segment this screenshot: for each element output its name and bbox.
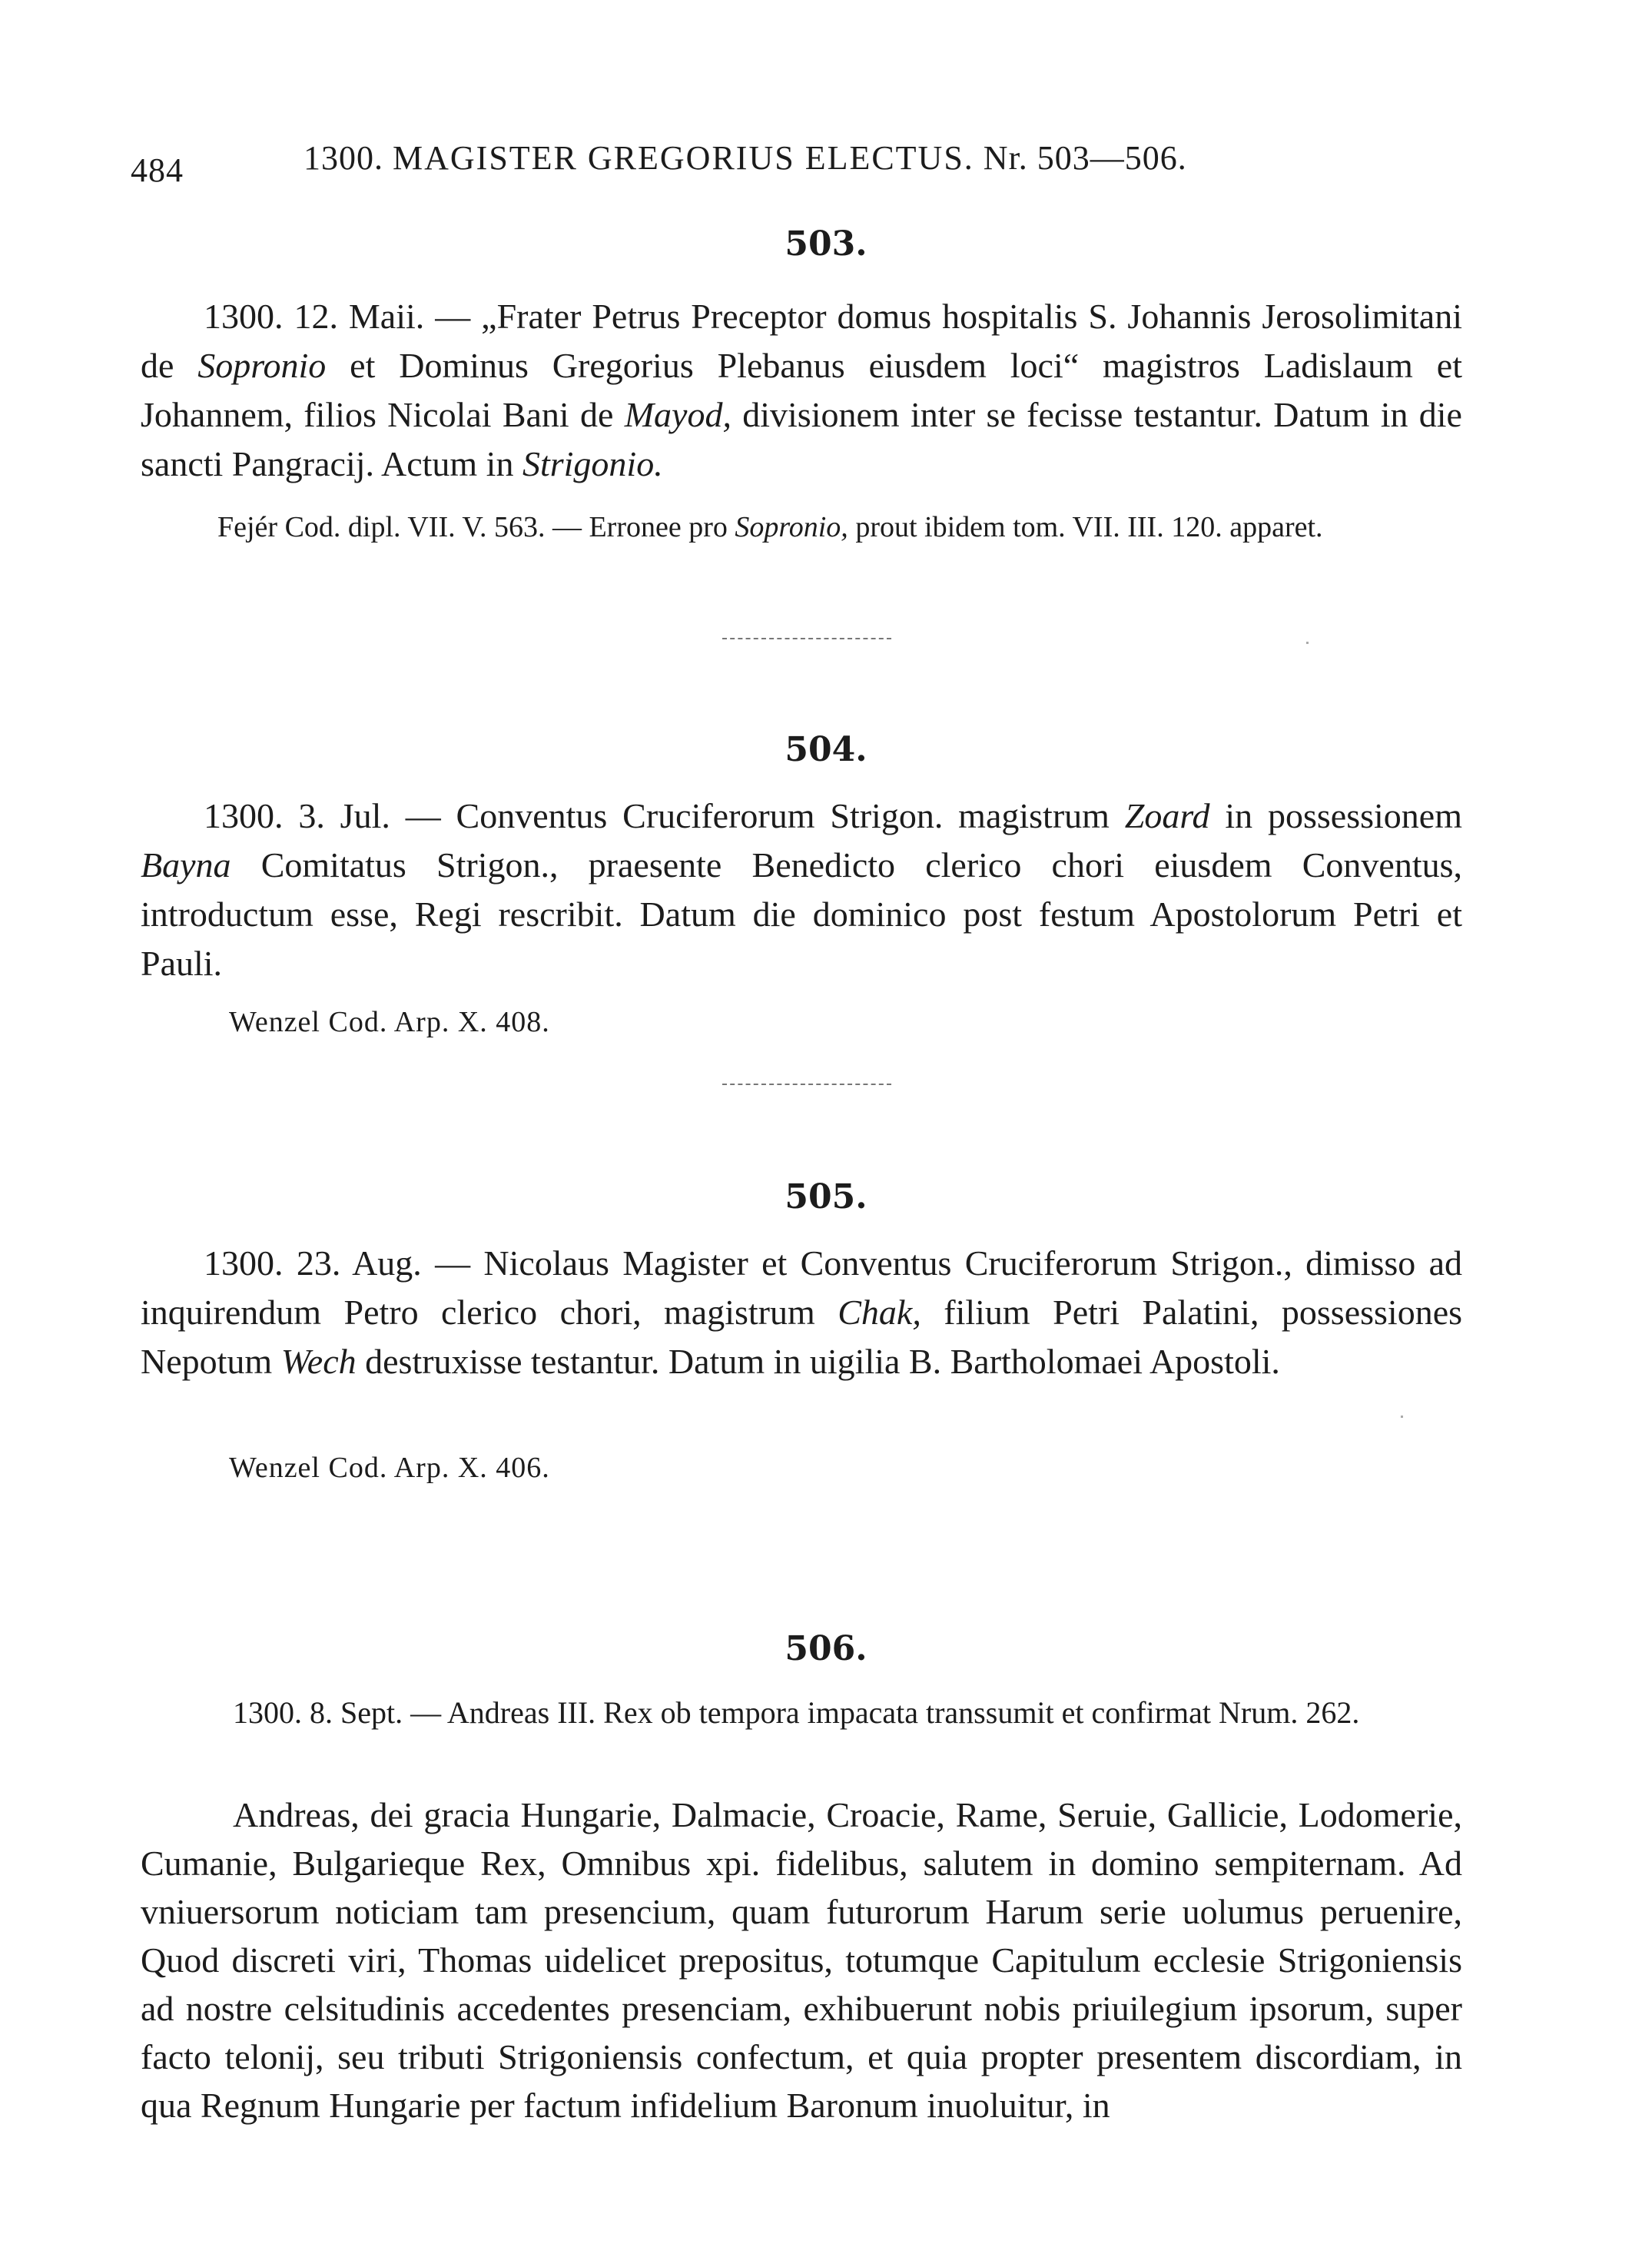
- doc-505-t2: filium Petri Palatini, possessiones Nepotum: [141, 1293, 1463, 1381]
- doc-504-t2: in possessionem: [1209, 796, 1463, 835]
- running-title: [304, 138, 1187, 178]
- doc-503-t1: 1300. 12. Maii. — „Frater Petrus Preceptor domus hospitalis S. Johannis Jerosolimitani de: [141, 297, 1462, 385]
- doc-number-505: 505.: [785, 1177, 867, 1216]
- running-title-year: 1300.: [304, 139, 383, 177]
- doc-number-504: 504.: [785, 730, 867, 769]
- doc-504-i2: Bayna: [141, 845, 231, 885]
- doc-504-i1: Zoard: [1124, 796, 1210, 835]
- doc-503-i3: Strigonio.: [522, 444, 663, 483]
- page-number: 484: [131, 151, 184, 189]
- doc-506-body: [141, 1791, 1462, 2129]
- doc-504-t1: 1300. 3. Jul. — Conventus Cruciferorum Strigon. magistrum: [204, 796, 1125, 835]
- doc-506-summary-text: 1300. 8. Sept. — Andreas III. Rex ob tempora impacata transsumit et confirmat Nrum. 262.: [233, 1695, 1360, 1730]
- doc-504-src: Wenzel Cod. Arp. X. 408.: [229, 1006, 550, 1038]
- doc-504-source: [141, 1001, 1462, 1044]
- separator-rule: [722, 1084, 891, 1085]
- doc-505-t1: 1300. 23. Aug. — Nicolaus Magister et Conventus Cruciferorum Strigon., dimisso ad inquirendum Petro clerico chori, magistrum: [141, 1243, 1462, 1332]
- print-speck: [1306, 642, 1309, 644]
- doc-503-t2: et Dominus Gregorius Plebanus eiusdem loci“ magistros Ladislaum et Johannem, filios Nicolai Bani de: [141, 346, 1463, 434]
- doc-505-src: Wenzel Cod. Arp. X. 406.: [229, 1452, 550, 1484]
- doc-number-506: 506.: [785, 1629, 867, 1668]
- doc-505-i2: Wech: [280, 1342, 357, 1381]
- doc-number-503: 503.: [785, 224, 867, 264]
- doc-503-t3: divisionem inter se fecisse testantur. Datum in die sancti Pangracij. Actum in: [141, 395, 1462, 483]
- doc-503-src-i: Sopronio,: [735, 511, 848, 543]
- doc-503-i2: Mayod,: [624, 395, 731, 434]
- doc-506-summary: [141, 1691, 1462, 1735]
- doc-504-text: [141, 792, 1462, 988]
- doc-503-text: [141, 292, 1462, 489]
- doc-503-source: [141, 506, 1462, 549]
- doc-506-body-text: Andreas, dei gracia Hungarie, Dalmacie, Croacie, Rame, Seruie, Gallicie, Lodomerie, Cumanie, Bulgarieque Rex, Omnibus xpi. fidelibus, salutem in domino sempiternam. Ad vniuersorum noticiam tam presencium, quam futurorum Harum serie uolumus peruenire, Quod discreti viri, Thomas uidelicet prepositus, totumque Capitulum ecclesie Strigoniensis ad nostre celsitudinis accedentes presenciam, exhibuerunt nobis priuilegium ipsorum, super facto telonij, seu tributi Strigoniensis confectum, et quia propter presentem discordiam, in qua Regnum Hungarie per factum infidelium Baronum inuoluitur, in: [141, 1795, 1462, 2125]
- running-title-numbers: Nr. 503—506.: [983, 139, 1187, 177]
- doc-505-i1: Chak,: [838, 1293, 921, 1332]
- doc-503-src1: Fejér Cod. dipl. VII. V. 563. — Erronee pro: [217, 511, 735, 543]
- running-title-text: MAGISTER GREGORIUS ELECTUS.: [393, 139, 974, 177]
- print-speck: [1401, 1416, 1403, 1418]
- doc-503-src2: prout ibidem tom. VII. III. 120. apparet.: [848, 511, 1323, 543]
- doc-505-source: [141, 1446, 1462, 1489]
- doc-505-text: [141, 1239, 1462, 1386]
- doc-503-i1: Sopronio: [197, 346, 327, 385]
- separator-rule: [722, 638, 891, 639]
- doc-504-t3: Comitatus Strigon., praesente Benedicto clerico chori eiusdem Conventus, introductum esse, Regi rescribit. Datum die dominico post festum Apostolorum Petri et Pauli.: [141, 845, 1462, 983]
- doc-505-t3: destruxisse testantur. Datum in uigilia B. Bartholomaei Apostoli.: [356, 1342, 1280, 1381]
